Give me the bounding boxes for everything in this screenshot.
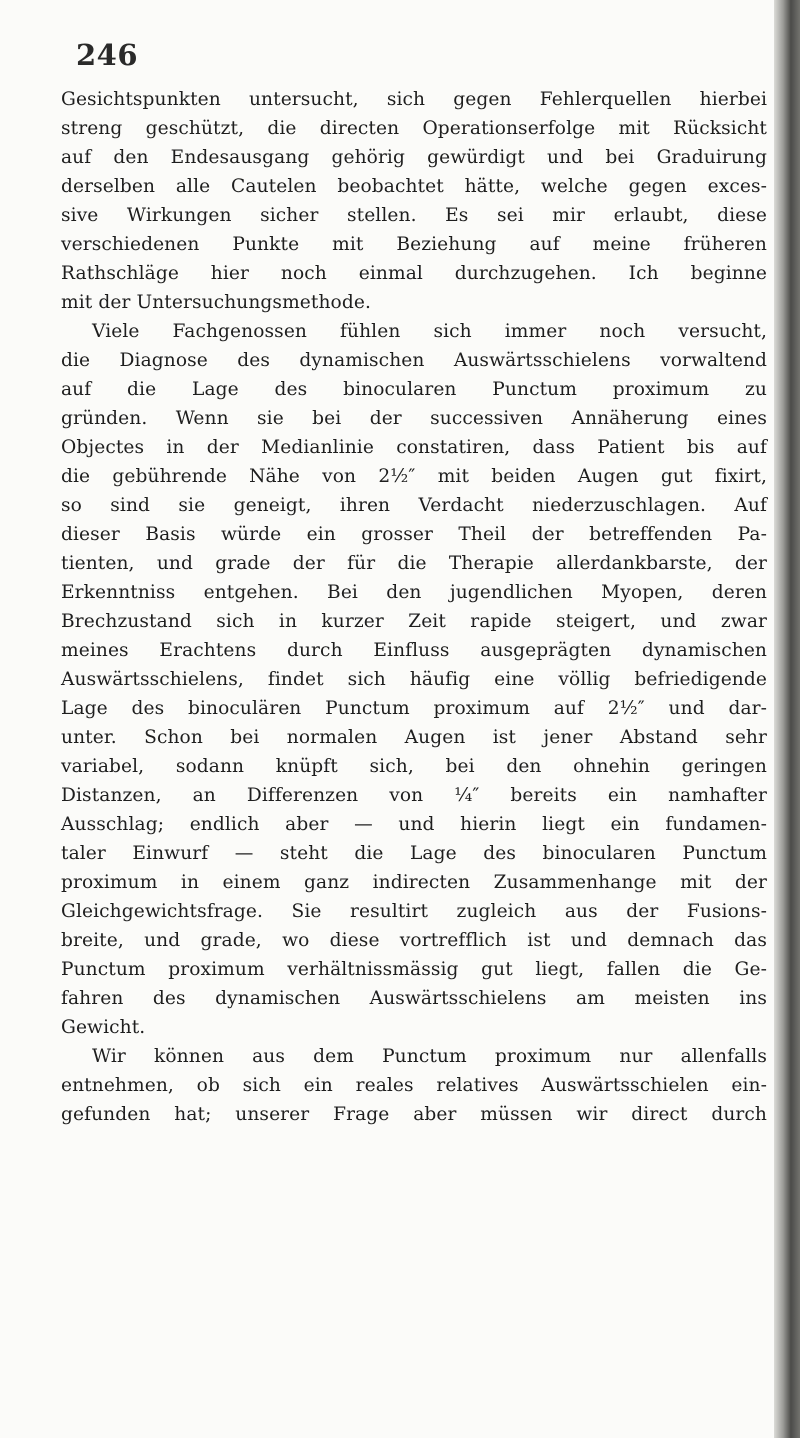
page-edge-shadow xyxy=(774,0,800,1438)
text-line: breite, und grade, wo diese vortrefflich ist und demnach das xyxy=(61,930,767,951)
text-line: Lage des binoculären Punctum proximum auf 2½″ und dar- xyxy=(61,698,767,719)
text-line: die gebührende Nähe von 2½″ mit beiden Augen gut fixirt, xyxy=(61,466,767,487)
text-line: taler Einwurf — steht die Lage des binocularen Punctum xyxy=(61,843,767,864)
text-line: Auswärtsschielens, findet sich häufig eine völlig befriedigende xyxy=(61,669,767,690)
text-line: Rathschläge hier noch einmal durchzugehen. Ich beginne xyxy=(61,263,767,284)
text-line: tienten, und grade der für die Therapie allerdankbarste, der xyxy=(61,553,767,574)
text-line: Gesichtspunkten untersucht, sich gegen Fehlerquellen hierbei xyxy=(61,89,767,110)
text-line: fahren des dynamischen Auswärtsschielens am meisten ins xyxy=(61,988,767,1009)
text-line: Gleichgewichtsfrage. Sie resultirt zugleich aus der Fusions- xyxy=(61,901,767,922)
text-line: meines Erachtens durch Einfluss ausgeprägten dynamischen xyxy=(61,640,767,661)
text-line: Objectes in der Medianlinie constatiren, dass Patient bis auf xyxy=(61,437,767,458)
text-line: streng geschützt, die directen Operationserfolge mit Rücksicht xyxy=(61,118,767,139)
text-line: auf den Endesausgang gehörig gewürdigt und bei Graduirung xyxy=(61,147,767,168)
text-line: auf die Lage des binocularen Punctum proximum zu xyxy=(61,379,767,400)
text-line: Brechzustand sich in kurzer Zeit rapide steigert, und zwar xyxy=(61,611,767,632)
text-line: so sind sie geneigt, ihren Verdacht niederzuschlagen. Auf xyxy=(61,495,767,516)
text-line: gründen. Wenn sie bei der successiven Annäherung eines xyxy=(61,408,767,429)
text-line: derselben alle Cautelen beobachtet hätte, welche gegen exces- xyxy=(61,176,767,197)
text-line: entnehmen, ob sich ein reales relatives Auswärtsschielen ein- xyxy=(61,1075,767,1096)
text-line: dieser Basis würde ein grosser Theil der betreffenden Pa- xyxy=(61,524,767,545)
text-line: Distanzen, an Differenzen von ¼″ bereits ein namhafter xyxy=(61,785,767,806)
text-line: Ausschlag; endlich aber — und hierin liegt ein fundamen- xyxy=(61,814,767,835)
text-line: sive Wirkungen sicher stellen. Es sei mir erlaubt, diese xyxy=(61,205,767,226)
text-line: variabel, sodann knüpft sich, bei den ohnehin geringen xyxy=(61,756,767,777)
text-line: Viele Fachgenossen fühlen sich immer noch versucht, xyxy=(92,321,767,342)
text-line: unter. Schon bei normalen Augen ist jener Abstand sehr xyxy=(61,727,767,748)
page-number: 246 xyxy=(76,38,139,72)
text-line: proximum in einem ganz indirecten Zusammenhange mit der xyxy=(61,872,767,893)
text-line: Wir können aus dem Punctum proximum nur allenfalls xyxy=(92,1046,767,1067)
text-line: Gewicht. xyxy=(61,1017,146,1038)
text-line: verschiedenen Punkte mit Beziehung auf meine früheren xyxy=(61,234,767,255)
text-line: gefunden hat; unserer Frage aber müssen wir direct durch xyxy=(61,1104,767,1125)
text-line: mit der Untersuchungsmethode. xyxy=(61,292,371,313)
body-text xyxy=(61,85,767,1129)
text-line: die Diagnose des dynamischen Auswärtsschielens vorwaltend xyxy=(61,350,767,371)
text-line: Erkenntniss entgehen. Bei den jugendlichen Myopen, deren xyxy=(61,582,767,603)
text-line: Punctum proximum verhältnissmässig gut liegt, fallen die Ge- xyxy=(61,959,767,980)
